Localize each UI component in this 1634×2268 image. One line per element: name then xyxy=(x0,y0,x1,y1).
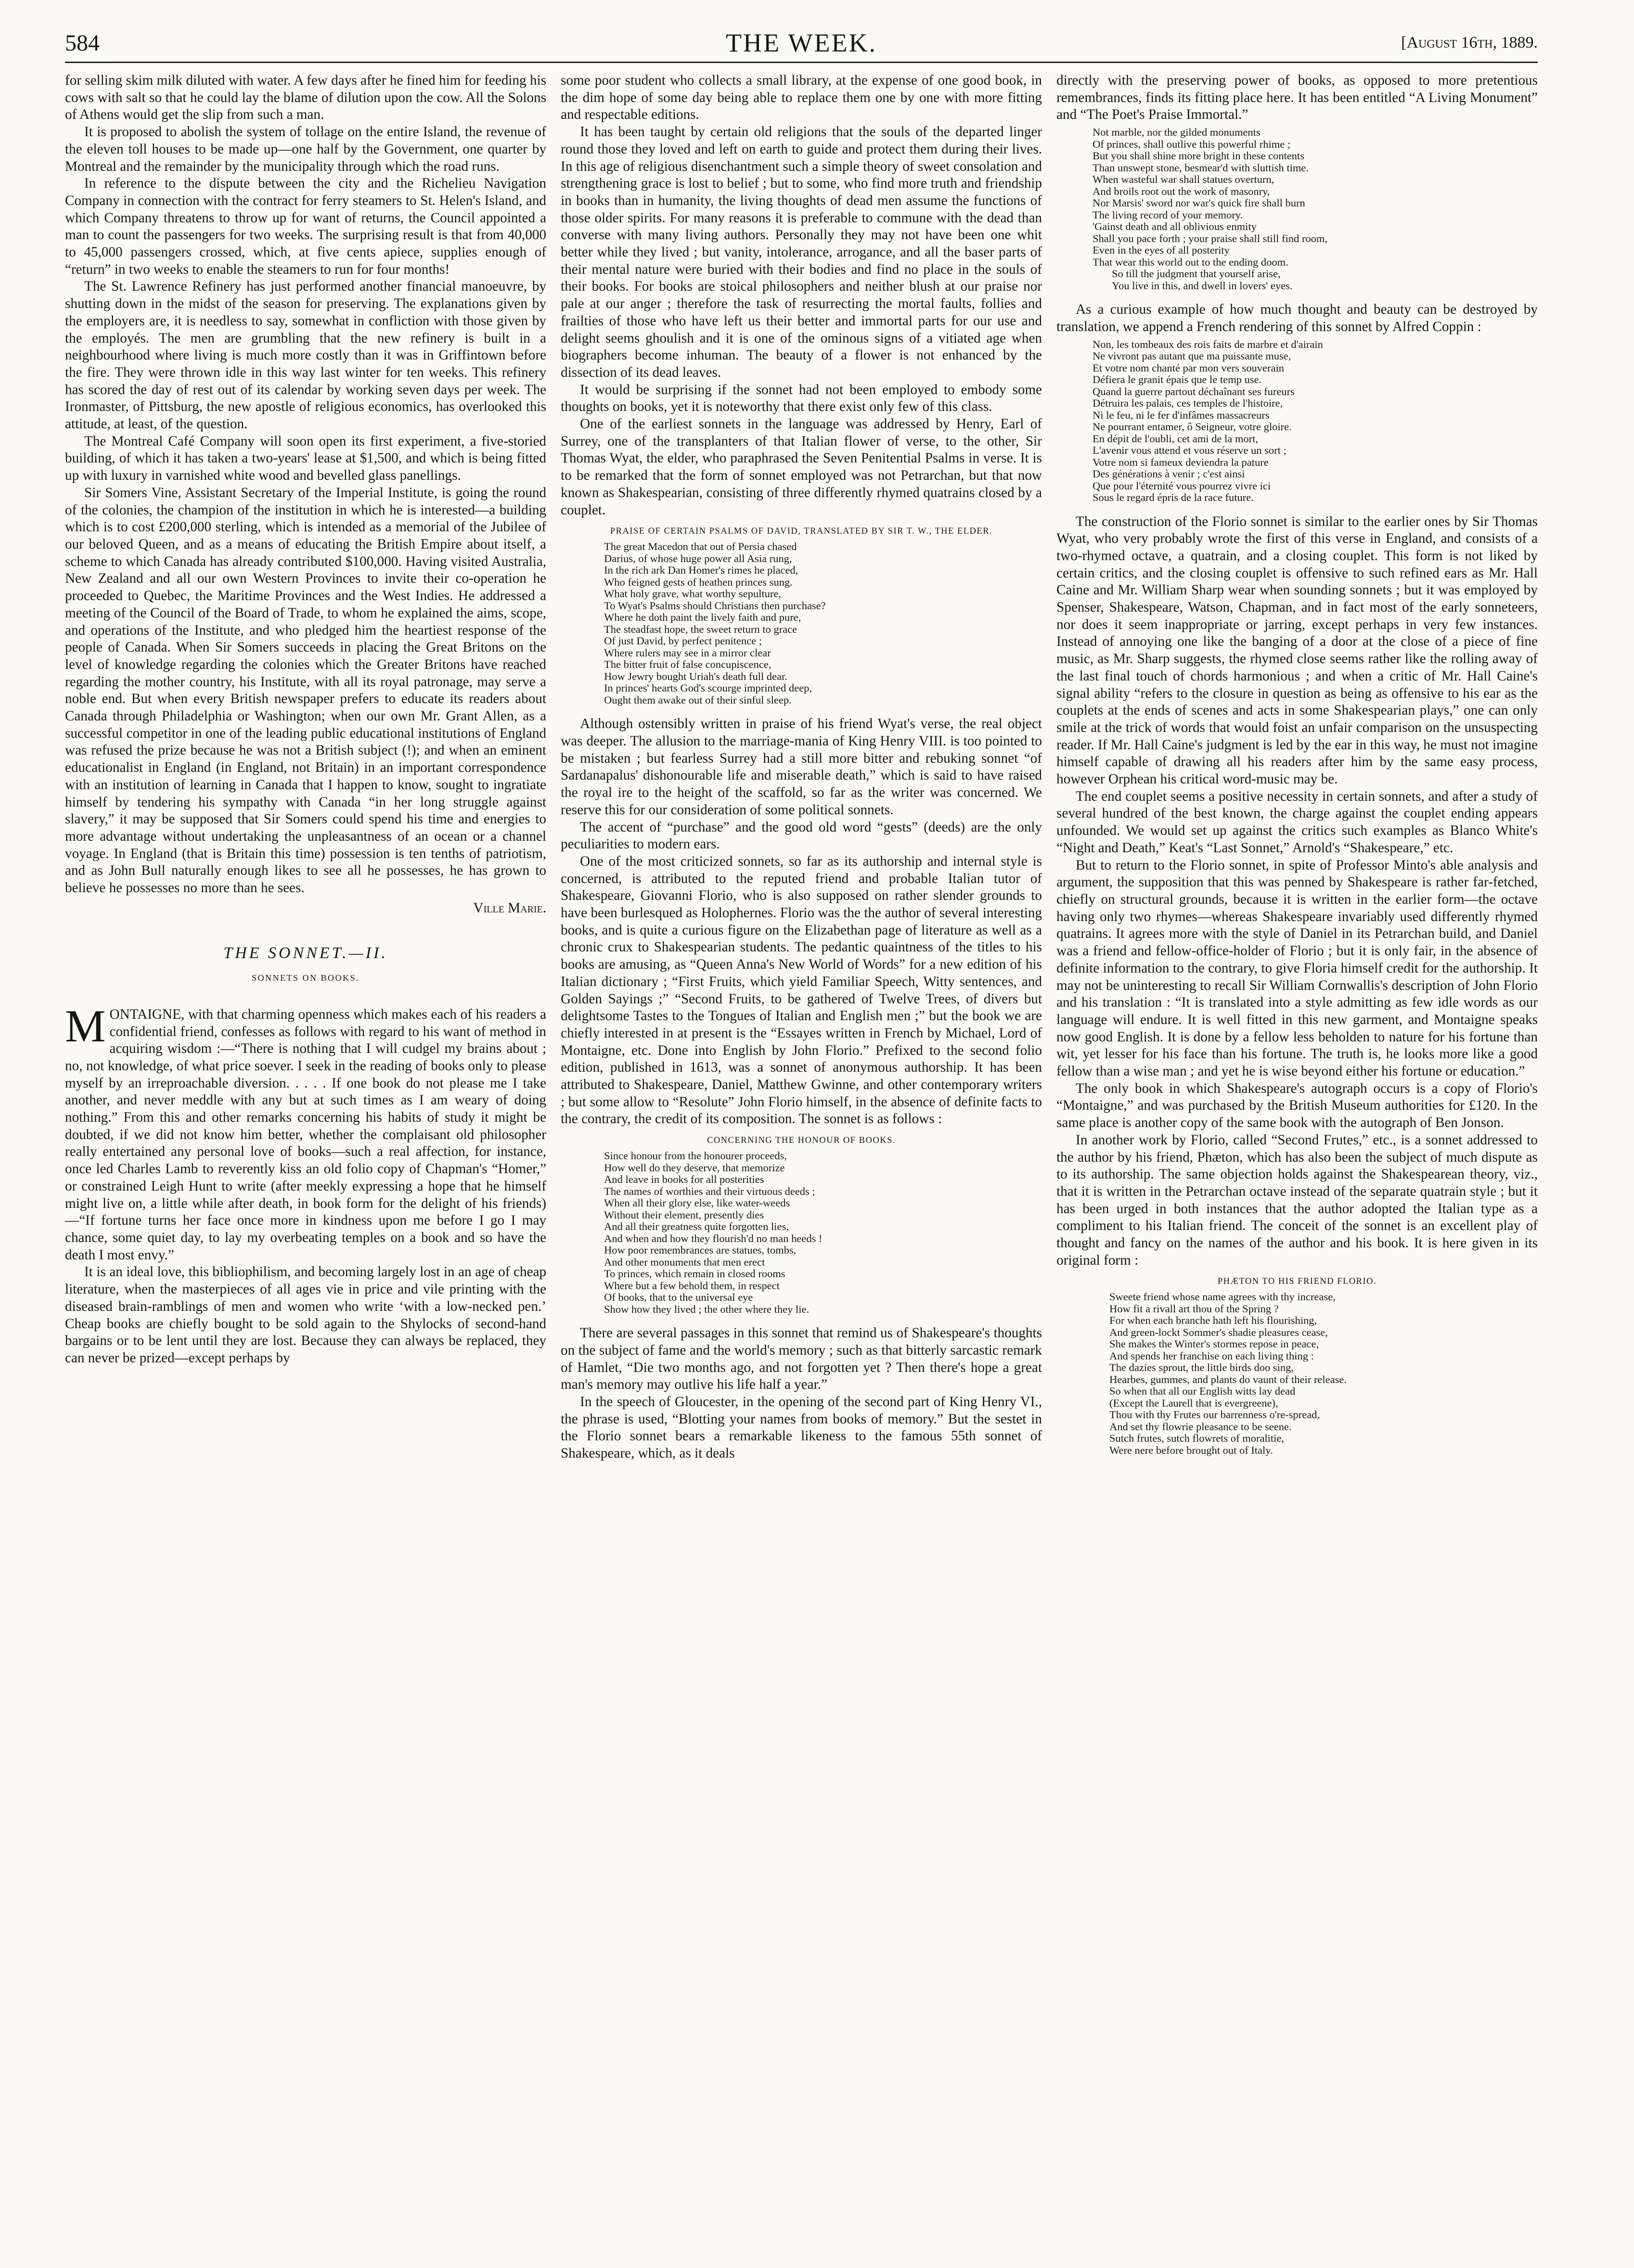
verse-line: Défiera le granit épais que le temp use. xyxy=(1093,373,1262,386)
paragraph: Sir Somers Vine, Assistant Secretary of the Imperial Institute, is going the round of the colonies, the champion of the institution in which he is interested—a building which is to cost £200,000 sterling, which is intended as a memorial of the Jubilee of our beloved Queen, and as a means of educating the British Empire about itself, a scheme to which Canada has already contributed $100,000. Having visited Australia, New Zealand and all our own Western Provinces to invite their co-operation he proceeded to Quebec, the Maritime Provinces and the West Indies. He addressed a meeting of the Council of the Board of Trade, to whom he explained the aims, scope, and operations of the Institute, and who pledged him the heartiest response of the people of Canada. When Sir Somers succeeds in placing the Great Britons on the level of knowledge regarding the colonies which the Greater Britons have reached regarding the mother country, his Institute, with all its royal patronage, may serve a noble end. But when every British newspaper prefers to educate its readers about Canada through Philadelphia or Washington; when our own Mr. Grant Allen, as a successful competitor in one of the leading public educational institutions of England was refused the prize because he was not a British subject (!); and when an eminent educationalist in England (in England, not Britain) in an important correspondence with an institution of learning in Canada that I happen to know, sought to ingratiate himself by tendering his sympathy with Canada “in her long struggle against slavery,” it may be supposed that Sir Somers could spend his time and energies to more advantage without undertaking the unpleasantness of an ocean or a channel voyage. In England (that is Britain this time) possession is ten tenths of patriotism, and as John Bull naturally enough likes to see all he possesses, he has grown to believe he possesses no more than he sees. xyxy=(65,485,546,896)
poem-phaeton xyxy=(1109,1291,1538,1456)
verse-line: The steadfast hope, the sweet return to grace xyxy=(604,623,798,635)
verse-line: What holy grave, what worthy sepulture, xyxy=(604,588,782,600)
verse-line: The great Macedon that out of Persia chased xyxy=(604,540,797,553)
verse-line: Were nere before brought out of Italy. xyxy=(1109,1444,1273,1456)
verse-line: Of princes, shall outlive this powerful rhime ; xyxy=(1093,138,1291,150)
section-title: THE SONNET.—II. xyxy=(223,944,388,962)
verse-line: Who feigned gests of heathen princes sung. xyxy=(604,576,793,588)
verse-line: Sutch frutes, sutch flowrets of moralitie, xyxy=(1109,1432,1285,1445)
verse-line: So till the judgment that yourself arise, xyxy=(1112,268,1281,280)
page-number: 584 xyxy=(65,30,100,56)
verse-line: The bitter fruit of false concupiscence, xyxy=(604,658,772,671)
paragraph: One of the most criticized sonnets, so far as its authorship and internal style is concerned, is attributed to the reputed friend and probable Italian tutor of Shakespeare, Giovanni Florio, who is also supposed on rather slender grounds to have been burlesqued as Holophernes. Florio was the the author of several interesting books, and is quite a curious figure on the Elizabethan page of literature as well as a chronic crux to Shakespearian students. The pedantic quaintness of the titles to his books are amusing, as “Queen Anna's New World of Words” for a new edition of his Italian dictionary ; “First Fruits, which yield Familiar Speech, Witty sentences, and Golden Sayings ;” “Second Fruits, to be gathered of Twelve Trees, of divers but delightsome Tastes to the Tongues of Italian and English men ;” but the book we are chiefly interested in at present is the “Essayes written in French by Michael, Lord of Montaigne, etc. Done into English by John Florio.” Prefixed to the second folio edition, published in 1613, was a sonnet of anonymous authorship. It has been attributed to Shakespeare, Daniel, Matthew Gwinne, and other contemporary writers ; but some allow to “Resolute” John Florio himself, in the absence of definite facts to the contrary, the credit of its composition. The sonnet is as follows : xyxy=(561,853,1042,1127)
verse-line: You live in this, and dwell in lovers' eyes. xyxy=(1112,279,1293,292)
paragraph: It is proposed to abolish the system of tollage on the entire Island, the revenue of the eleven toll houses to be made up—one half by the Government, one quarter by Montreal and the remainder by the municipality through which the road runs. xyxy=(65,124,546,174)
verse-line: How poor remembrances are statues, tombs, xyxy=(604,1244,797,1256)
paragraph: It would be surprising if the sonnet had not been employed to embody some thoughts on books, yet it is noteworthy that there exist only few of this class. xyxy=(561,382,1042,415)
header-rule xyxy=(65,62,1538,63)
verse-line: Show how they lived ; the other where they lie. xyxy=(604,1303,810,1315)
paragraph: In reference to the dispute between the city and the Richelieu Navigation Company in connection with the contract for ferry steamers to St. Helen's Island, and which Company threatens to throw up for want of returns, the Council appointed a man to count the passengers for two weeks. The surprising result is that from 40,000 to 45,000 passengers crossed, which, at five cents apiece, supplies enough of “return” in two weeks to enable the steamers to run for four months! xyxy=(65,176,546,277)
verse-line: And other monuments that men erect xyxy=(604,1256,765,1268)
verse-line: Of books, that to the universal eye xyxy=(604,1291,753,1304)
verse-line: 'Gainst death and all oblivious enmity xyxy=(1093,220,1257,233)
paragraph: The Montreal Café Company will soon open its first experiment, a five-storied building, of which it has taken a two-years' lease at $1,500, and which is being fitted up with luxury in varnished white wood and bevelled glass panellings. xyxy=(65,433,546,484)
verse-line: Sous le regard épris de la race future. xyxy=(1093,491,1254,504)
verse-line: Ne vivront pas autant que ma puissante muse, xyxy=(1093,350,1291,362)
verse-line: But you shall shine more bright in these contents xyxy=(1093,150,1304,162)
verse-line: And spends her franchise on each living thing : xyxy=(1109,1349,1314,1362)
column-2 xyxy=(561,72,1042,2247)
verse-line: The living record of your memory. xyxy=(1093,208,1243,221)
verse-line: Que pour l'éternité vous pourrez vivre ici xyxy=(1093,479,1271,492)
verse-line: Darius, of whose huge power all Asia rung, xyxy=(604,552,792,564)
page-header xyxy=(65,30,1538,64)
verse-line: Where he doth paint the lively faith and pure, xyxy=(604,611,801,624)
verse-line: For when each branche hath left his flourishing, xyxy=(1109,1314,1317,1327)
verse-line: And all their greatness quite forgotten lies, xyxy=(604,1220,789,1233)
poem-florio xyxy=(604,1150,1042,1315)
journal-title: THE WEEK. xyxy=(726,28,877,57)
paragraph: In another work by Florio, called “Second Frutes,” etc., is a sonnet addressed to the author by his friend, Phæton, which has also been the subject of much dispute as to its authorship. The same objection holds against the Shakespearean theory, viz., that it is written in the Petrarchan octave instead of the separate quatrain style ; but it has been urged in both instances that the author adopted the Italian type as a compliment to his Italian friend. The conceit of the sonnet is an excellent play of thought and fancy on the names of the author and his book. It is here given in its original form : xyxy=(1056,1132,1538,1268)
paragraph: It is an ideal love, this bibliophilism, and becoming largely lost in an age of cheap literature, when the masterpieces of all ages vie in price and vile printing with the diseased brain-ramblings of men and women who write ‘with a low-necked pen.’ Cheap books are chiefly bought to be sold again to the Shylocks of second-hand bargains or to be lent until they are lost. Because they can always be replaced, they can never be prized—except perhaps by xyxy=(65,1264,546,1366)
paragraph: some poor student who collects a small library, at the expense of one good book, in the dim hope of some day being able to replace them one by one with more fitting and respectable editions. xyxy=(561,73,1042,123)
verse-line: Détruira les palais, ces temples de l'histoire, xyxy=(1093,397,1283,410)
poem-surrey xyxy=(604,541,1042,706)
verse-line: Shall you pace forth ; your praise shall still find room, xyxy=(1093,232,1328,244)
verse-line: Votre nom si fameux deviendra la pature xyxy=(1093,456,1269,468)
paragraph: But to return to the Florio sonnet, in spite of Professor Minto's able analysis and argument, the supposition that this was penned by Shakespeare is rather far-fetched, chiefly on structural grounds, because it is written in the earlier form—the octave having only two rhymes—whereas Shakespeare invariably used differently rhymed quatrains. It agrees more with the style of Daniel in its Petrarchan build, and Daniel was a friend and fellow-office-holder of Florio ; but it is only fair, in the absence of definite information to the contrary, to give Floria himself credit for the authorship. It may not be uninteresting to recall Sir William Cornwallis's description of John Florio and his translation : “It is translated into a style admitting as few idle words as our language will endure. It is well fitted in this new garment, and Montaigne speaks now good English. It is done by a fellow less beholden to nature for his fortune than wit, yet lesser for his face than his fortune. The truth is, he looks more like a good fellow than a wise man ; and yet he is wise beyond either his fortune or education.” xyxy=(1056,857,1538,1079)
verse-line: Since honour from the honourer proceeds, xyxy=(604,1150,787,1162)
signature: Ville Marie. xyxy=(473,900,546,916)
column-1 xyxy=(65,72,546,2247)
paragraph: One of the earliest sonnets in the language was addressed by Henry, Earl of Surrey, one of the transplanters of that Italian flower of verse, to the other, Sir Thomas Wyat, the elder, who paraphrased the Seven Penitential Psalms in verse. It is to be remarked that the form of sonnet employed was not Petrarchan, but that now known as Shakespearian, consisting of three differently rhymed quatrains closed by a couplet. xyxy=(561,416,1042,518)
verse-line: Without their element, presently dies xyxy=(604,1208,764,1221)
verse-line: And leave in books for all posterities xyxy=(604,1173,764,1186)
paragraph: The construction of the Florio sonnet is similar to the earlier ones by Sir Thomas Wyat, who very probably wrote the first of this verse in England, and consists of a two-rhymed octave, a quatrain, and a closing couplet. This form is not liked by certain critics, and the closing couplet is offensive to such refined ears as Mr. Hall Caine and Mr. William Sharp wear when sounding sonnets ; but it was employed by Spenser, Shakespeare, Watson, Chapman, and in fact most of the early sonneteers, nor does it seem inappropriate or jarring, except perhaps in very few instances. Instead of annoying one like the banging of a door at the close of a piece of fine music, as Mr. Sharp suggests, the rhymed close seems rather like the rolling away of the last final touch of chords harmonious ; and when a critic of Mr. Hall Caine's signal ability “refers to the closure in question as being as offensive to his ear as the couplets at the ends of scenes and acts in some Shakespearian plays,” one can only smile at the trick of words that would foist an unfair comparison on the unsuspecting reader. If Mr. Hall Caine's judgment is led by the ear in this way, he must not imagine himself capable of drawing all his readers after him by the same easy process, however Orphean his critical word-music may be. xyxy=(1056,513,1538,787)
verse-line: Where rulers may see in a mirror clear xyxy=(604,646,771,659)
poem-french-translation xyxy=(1093,339,1538,504)
verse-line: And set thy flowrie pleasance to be seene. xyxy=(1109,1420,1292,1433)
paragraph: The St. Lawrence Refinery has just performed another financial manoeuvre, by shutting down in the midst of the season for preserving. The explanations given by the employers are, it is needless to say, somewhat in confliction with those given by the employés. The men are grumbling that the new refinery is built in a neighbourhood where living is much more costly than it was in Griffintown before the fire. They were thrown idle in this way last winter for ten weeks. This refinery has scored the day of rest out of its calendar by working seven days per week. The Ironmaster, of Pittsburg, the new apostle of religious economics, has overlooked this attitude, at least, of the question. xyxy=(65,279,546,432)
paragraph: As a curious example of how much thought and beauty can be destroyed by translation, we append a French rendering of this sonnet by Alfred Coppin : xyxy=(1056,302,1538,334)
verse-line: Nor Marsis' sword nor war's quick fire shall burn xyxy=(1093,197,1305,209)
verse-line: Ne pourrant entamer, ô Seigneur, votre gloire. xyxy=(1093,421,1292,433)
verse-line: How well do they deserve, that memorize xyxy=(604,1161,785,1174)
paragraph: It has been taught by certain old religions that the souls of the departed linger round those they loved and left on earth to guide and protect them during their lives. In this age of religious disenchantment such a simple theory of sweet consolation and strengthening grace is lost to belief ; but to some, who find more truth and friendship in books than in humanity, the living thoughts of dead men assume the functions of those older spirits. For many reasons it is preferable to commune with the dead than converse with many living authors. Personally they may not have been one whit better while they lived ; but vanity, intolerance, arrogance, and all the baser parts of their mental nature were buried with their bodies and find no place in the souls of their books. For books are stoical philosophers and neither blush at our praise nor pale at our anger ; therefore the task of resurrecting the mortal faults, follies and frailties of those who have left us their better and immortal parts for our use and delight seems ghoulish and it is one of the ominous signs of a vitiated age when biographers become inhuman. The beauty of a flower is not enhanced by the dissection of its dead leaves. xyxy=(561,124,1042,380)
issue-date: [August 16th, 1889. xyxy=(1401,34,1538,51)
verse-line: She makes the Winter's stormes repose in peace, xyxy=(1109,1338,1319,1350)
paragraph: In the speech of Gloucester, in the opening of the second part of King Henry VI., the phrase is used, “Blotting your names from books of memory.” But the sestet in the Florio sonnet bears a remarkable likeness to the famous 55th sonnet of Shakespeare, which, as it deals xyxy=(561,1394,1042,1461)
verse-line: Non, les tombeaux des rois faits de marbre et d'airain xyxy=(1093,338,1323,350)
verse-line: Sweete friend whose name agrees with thy increase, xyxy=(1109,1291,1336,1303)
verse-line: Thou with thy Frutes our barrenness o're-spread, xyxy=(1109,1409,1320,1421)
paragraph: The only book in which Shakespeare's autograph occurs is a copy of Florio's “Montaigne,” and was purchased by the British Museum authorities for £120. In the same place is another copy of the same book with the autograph of Ben Jonson. xyxy=(1056,1080,1538,1131)
verse-line: So when that all our English witts lay dead xyxy=(1109,1385,1296,1397)
verse-line: In the rich ark Dan Homer's rimes he placed, xyxy=(604,564,798,577)
paragraph: directly with the preserving power of books, as opposed to more pretentious remembrances, finds its fitting place here. It has been entitled “A Living Monument” and “The Poet's Praise Immortal.” xyxy=(1056,73,1538,123)
verse-line: And when and how they flourish'd no man heeds ! xyxy=(604,1232,823,1244)
verse-line: Et votre nom chanté par mon vers souverain xyxy=(1093,361,1285,374)
verse-line: Where but a few behold them, in respect xyxy=(604,1279,780,1292)
verse-line: When all their glory else, like water-weeds xyxy=(604,1197,790,1209)
column-3 xyxy=(1056,72,1538,2247)
verse-line: Than unswept stone, besmear'd with sluttish time. xyxy=(1093,161,1309,174)
verse-line: Quand la guerre partout déchaînant ses fureurs xyxy=(1093,385,1295,397)
verse-line: Ought them awake out of their sinful sleep. xyxy=(604,693,792,706)
verse-line: The dazies sprout, the little birds doo sing, xyxy=(1109,1361,1294,1374)
verse-line: In princes' hearts God's scourge imprinted deep, xyxy=(604,682,812,694)
poem-title: PHÆTON TO HIS FRIEND FLORIO. xyxy=(1217,1277,1377,1287)
verse-line: To Wyat's Psalms should Christians then purchase? xyxy=(604,599,826,612)
paragraph: Although ostensibly written in praise of his friend Wyat's verse, the real object was deeper. The allusion to the marriage-mania of King Henry VIII. is too pointed to be mistaken ; but fearless Surrey had a still more bitter and rebuking sonnet “of Sardanapalus' dishonourable life and miserable death,” which is said to have raised the royal ire to the height of the scaffold, so far as the writer was concerned. We reserve this for our consideration of some political sonnets. xyxy=(561,716,1042,818)
verse-line: (Except the Laurell that is evergreene), xyxy=(1109,1397,1278,1409)
paragraph: The accent of “purchase” and the good old word “gests” (deeds) are the only peculiarities to modern ears. xyxy=(561,819,1042,852)
paragraph-text: ONTAIGNE, with that charming openness which makes each of his readers a confidential friend, confesses as follows with regard to his want of method in acquiring wisdom :—“There is nothing that I will cudgel my brains about ; no, not knowledge, of what price soever. I seek in the reading of books only to please myself by an irreproachable diversion. . . . . If one book do not please me I take another, and never meddle with any but at such times as I am weary of doing nothing.” From this and other remarks concerning his habits of study it might be doubted, if we did not know him better, whether the complaisant old philosopher really entertained any personal love of books—such a real affection, for instance, once led Charles Lamb to reverently kiss an old folio copy of Chapman's “Homer,” or constrained Leigh Hunt to write (after meekly expressing a hope that he himself might live on, a little while after death, in book form for the delight of his friends)—“If fortune turns her face once more in kindness upon me before I go I may chance, some quiet day, to lay my overbeating temples on a book and so have the death I most envy.” xyxy=(65,1006,546,1263)
verse-line: Of just David, by perfect penitence ; xyxy=(604,635,762,647)
verse-line: To princes, which remain in closed rooms xyxy=(604,1268,785,1280)
verse-line: And broils root out the work of masonry, xyxy=(1093,185,1270,197)
verse-line: Even in the eyes of all posterity xyxy=(1093,244,1230,256)
verse-line: Not marble, nor the gilded monuments xyxy=(1093,126,1261,139)
verse-line: En dépit de l'oubli, cet ami de la mort, xyxy=(1093,432,1258,445)
paragraph-with-dropcap xyxy=(65,1000,546,1264)
verse-line: L'avenir vous attend et vous réserve un sort ; xyxy=(1093,444,1287,457)
verse-line: The names of worthies and their virtuous deeds ; xyxy=(604,1185,815,1197)
verse-line: How fit a rivall art thou of the Spring ? xyxy=(1109,1302,1279,1315)
verse-line: How Jewry bought Uriah's death full dear. xyxy=(604,670,787,682)
drop-cap: M xyxy=(65,1000,106,1051)
paragraph: The end couplet seems a positive necessity in certain sonnets, and after a study of several hundred of the best known, the charge against the couplet ending appears unfounded. We would set up against the critics such examples as Blanco White's “Night and Death,” Keat's “Last Sonnet,” Arnold's “Shakespeare,” etc. xyxy=(1056,788,1538,856)
poem-title: PRAISE OF CERTAIN PSALMS OF DAVID, TRANSLATED BY SIR T. W., THE ELDER. xyxy=(610,526,993,537)
verse-line: That wear this world out to the ending doom. xyxy=(1093,256,1288,268)
poem-title: CONCERNING THE HONOUR OF BOOKS. xyxy=(707,1136,896,1146)
verse-line: Ni le feu, ni le fer d'infâmes massacreurs xyxy=(1093,409,1270,421)
verse-line: Des générations à venir ; c'est ainsi xyxy=(1093,468,1245,480)
paragraph: for selling skim milk diluted with water. A few days after he fined him for feeding his cows with salt so that he could lay the blame of dilution upon the cow. All the Solons of Athens would get the slip from such a man. xyxy=(65,73,546,123)
paragraph: There are several passages in this sonnet that remind us of Shakespeare's thoughts on the subject of fame and the world's memory ; such as that bitterly sarcastic remark of Hamlet, “Die two months ago, and not forgotten yet ? Then there's hope a great man's memory may outlive his life half a year.” xyxy=(561,1325,1042,1393)
verse-line: Hearbes, gummes, and plants do vaunt of their release. xyxy=(1109,1373,1347,1385)
verse-line: And green-lockt Sommer's shadie pleasures cease, xyxy=(1109,1326,1328,1338)
poem-shakespeare-55 xyxy=(1093,127,1538,292)
verse-line: When wasteful war shall statues overturn, xyxy=(1093,173,1274,186)
section-subtitle: SONNETS ON BOOKS. xyxy=(251,973,360,983)
